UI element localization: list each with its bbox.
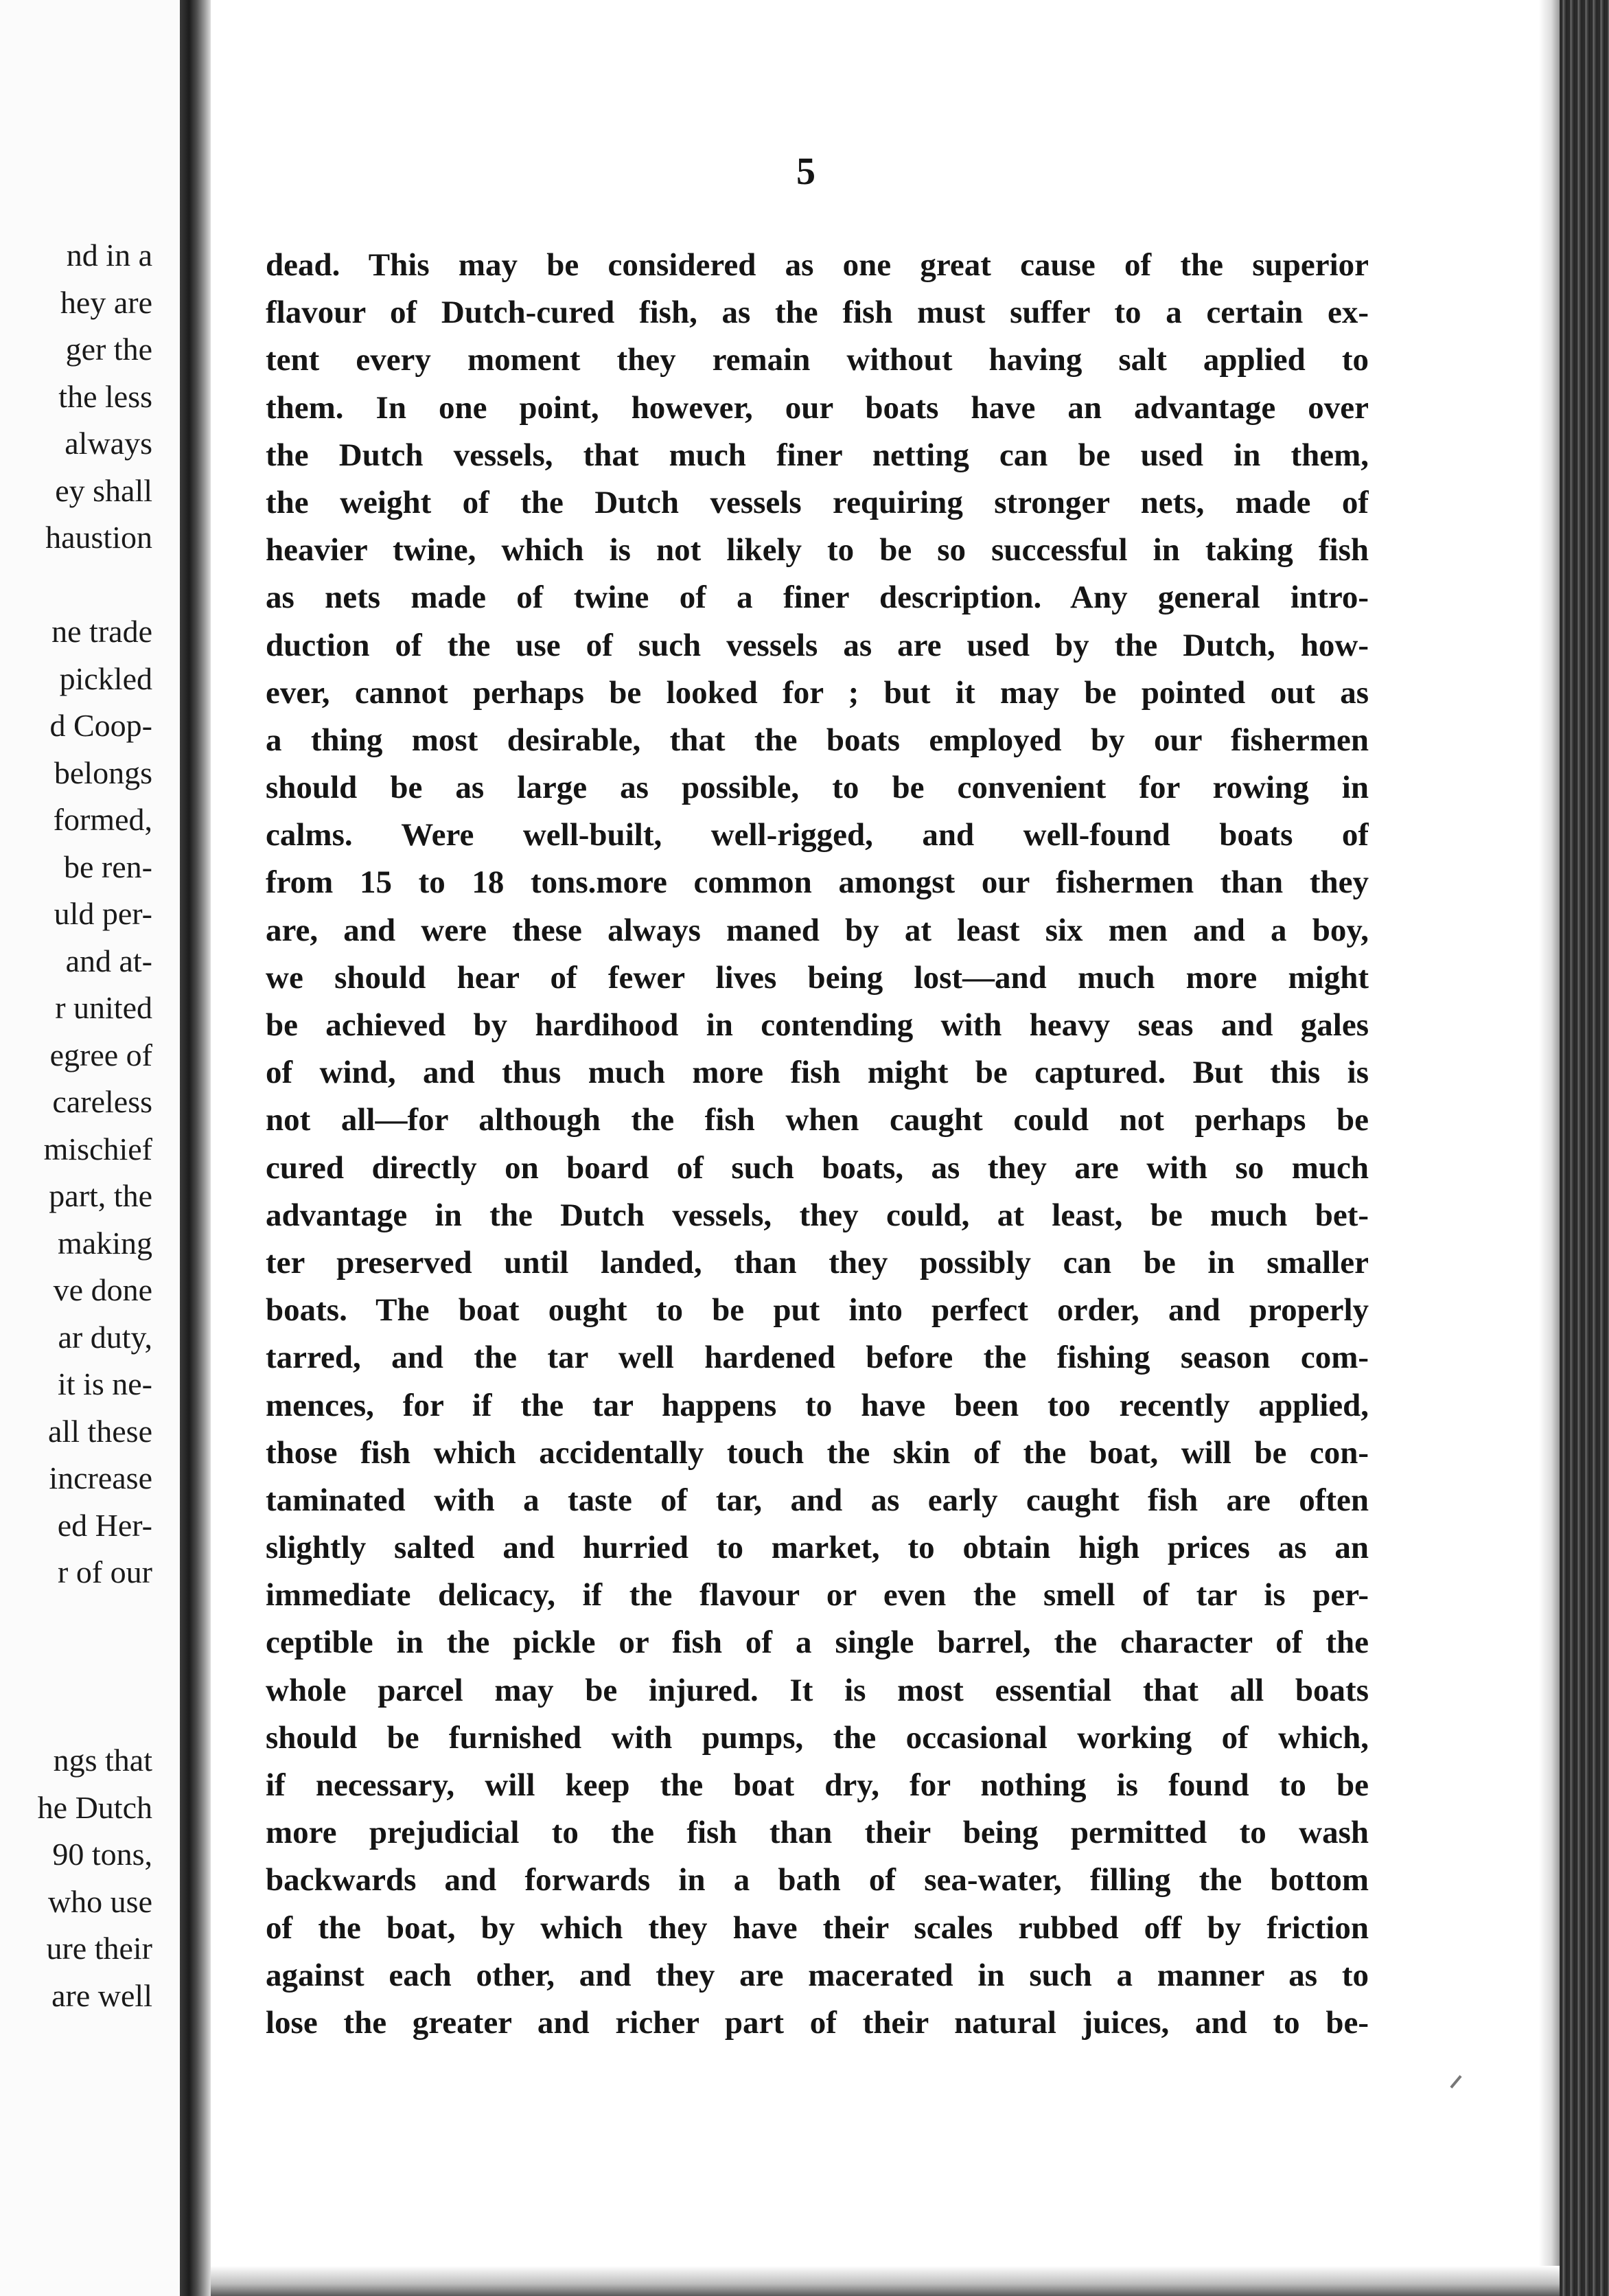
- previous-page-line: ve done: [53, 1272, 152, 1307]
- text-line: more prejudicial to the fish than their being permitted to wash: [266, 1815, 1369, 1851]
- previous-page-line: pickled: [59, 661, 152, 696]
- previous-page-line: and at-: [65, 943, 152, 978]
- previous-page-text-bottom: [0, 1737, 152, 2019]
- text-line: tent every moment they remain without having salt applied to: [266, 342, 1369, 378]
- previous-page-line: formed,: [53, 802, 152, 837]
- text-line: dead. This may be considered as one great cause of the superior: [266, 247, 1369, 283]
- text-line: of the boat, by which they have their scales rubbed off by friction: [266, 1909, 1369, 1946]
- page-edge-highlight: [1539, 0, 1560, 2296]
- page-bottom-shadow: [211, 2266, 1560, 2296]
- text-line: are, and were these always maned by at least six men and a boy,: [266, 912, 1369, 948]
- previous-page-line: mischief: [43, 1131, 152, 1167]
- page-stack-edges: [1560, 0, 1609, 2296]
- previous-page-text-top: [0, 232, 152, 1596]
- text-line: flavour of Dutch-cured fish, as the fish must suffer to a certain ex-: [266, 295, 1369, 331]
- text-line: as nets made of twine of a finer description. Any general intro-: [266, 579, 1369, 616]
- text-line: ever, cannot perhaps be looked for ; but it may be pointed out as: [266, 674, 1369, 711]
- text-line: heavier twine, which is not likely to be so successful in taking fish: [266, 532, 1369, 569]
- page-number: 5: [796, 150, 815, 193]
- previous-page-line: part, the: [49, 1178, 152, 1213]
- previous-page-line: ar duty,: [58, 1319, 152, 1355]
- previous-page-line: haustion: [45, 520, 152, 555]
- text-line: should be as large as possible, to be convenient for rowing in: [266, 770, 1369, 806]
- text-line: calms. Were well-built, well-rigged, and well-found boats of: [266, 817, 1369, 853]
- previous-page-line: d Coop-: [49, 708, 152, 743]
- text-line: mences, for if the tar happens to have been too recently applied,: [266, 1387, 1369, 1423]
- previous-page-line: uld per-: [54, 896, 152, 931]
- previous-page-line: ger the: [65, 332, 152, 367]
- previous-page-fragment: [0, 0, 180, 2296]
- previous-page-line: all these: [48, 1413, 152, 1449]
- text-line: lose the greater and richer part of their natural juices, and to be-: [266, 2004, 1369, 2041]
- previous-page-line: careless: [52, 1084, 152, 1119]
- text-line: cured directly on board of such boats, as they are with so much: [266, 1149, 1369, 1186]
- previous-page-line: always: [65, 426, 152, 461]
- text-line: a thing most desirable, that the boats employed by our fishermen: [266, 722, 1369, 758]
- previous-page-line: ne trade: [51, 614, 152, 649]
- text-line: boats. The boat ought to be put into perfect order, and properly: [266, 1292, 1369, 1329]
- previous-page-line: the less: [58, 378, 152, 414]
- previous-page-line: [0, 562, 152, 609]
- previous-page-line: making: [58, 1225, 152, 1261]
- text-line: the Dutch vessels, that much finer netting can be used in them,: [266, 437, 1369, 473]
- text-line: we should hear of fewer lives being lost—and much more might: [266, 959, 1369, 996]
- text-line: ter preserved until landed, than they possibly can be in smaller: [266, 1244, 1369, 1281]
- text-line: the weight of the Dutch vessels requiring stronger nets, made of: [266, 484, 1369, 520]
- text-line: backwards and forwards in a bath of sea-water, filling the bottom: [266, 1862, 1369, 1898]
- text-line: immediate delicacy, if the flavour or even the smell of tar is per-: [266, 1577, 1369, 1614]
- text-line: whole parcel may be injured. It is most essential that all boats: [266, 1672, 1369, 1708]
- previous-page-line: be ren-: [64, 849, 152, 884]
- text-line: tarred, and the tar well hardened before the fishing season com-: [266, 1340, 1369, 1376]
- text-line: should be furnished with pumps, the occasional working of which,: [266, 1719, 1369, 1756]
- previous-page-line: are well: [51, 1977, 152, 2013]
- previous-page-line: 90 tons,: [52, 1837, 152, 1872]
- previous-page-line: nd in a: [66, 238, 152, 273]
- previous-page-line: belongs: [54, 755, 152, 790]
- previous-page-line: who use: [47, 1883, 152, 1919]
- text-line: taminated with a taste of tar, and as early caught fish are often: [266, 1482, 1369, 1518]
- text-line: of wind, and thus much more fish might be captured. But this is: [266, 1055, 1369, 1091]
- text-line: not all—for although the fish when caught could not perhaps be: [266, 1102, 1369, 1138]
- book-page: [211, 0, 1539, 2296]
- previous-page-line: r united: [55, 990, 152, 1025]
- text-line: them. In one point, however, our boats have an advantage over: [266, 389, 1369, 426]
- text-line: slightly salted and hurried to market, to obtain high prices as an: [266, 1530, 1369, 1566]
- text-line: against each other, and they are macerated in such a manner as to: [266, 1957, 1369, 1993]
- text-line: if necessary, will keep the boat dry, for nothing is found to be: [266, 1767, 1369, 1803]
- book-gutter: [180, 0, 211, 2296]
- previous-page-line: he Dutch: [37, 1789, 152, 1825]
- previous-page-line: ed Her-: [57, 1507, 152, 1543]
- text-line: those fish which accidentally touch the skin of the boat, will be con-: [266, 1434, 1369, 1471]
- previous-page-line: ure their: [46, 1931, 152, 1966]
- previous-page-line: egree of: [49, 1037, 152, 1072]
- previous-page-line: hey are: [60, 284, 152, 320]
- previous-page-line: ngs that: [53, 1743, 152, 1778]
- text-line: be achieved by hardihood in contending with heavy seas and gales: [266, 1007, 1369, 1043]
- text-line: from 15 to 18 tons.more common amongst our fishermen than they: [266, 864, 1369, 901]
- previous-page-line: r of our: [58, 1554, 152, 1589]
- text-line: duction of the use of such vessels as are used by the Dutch, how-: [266, 627, 1369, 663]
- previous-page-line: ey shall: [55, 472, 152, 508]
- text-line: ceptible in the pickle or fish of a single barrel, the character of the: [266, 1625, 1369, 1661]
- text-line: advantage in the Dutch vessels, they could, at least, be much bet-: [266, 1197, 1369, 1233]
- page-body-text: [266, 242, 1369, 2047]
- previous-page-line: increase: [49, 1460, 152, 1495]
- previous-page-line: it is ne-: [58, 1366, 152, 1401]
